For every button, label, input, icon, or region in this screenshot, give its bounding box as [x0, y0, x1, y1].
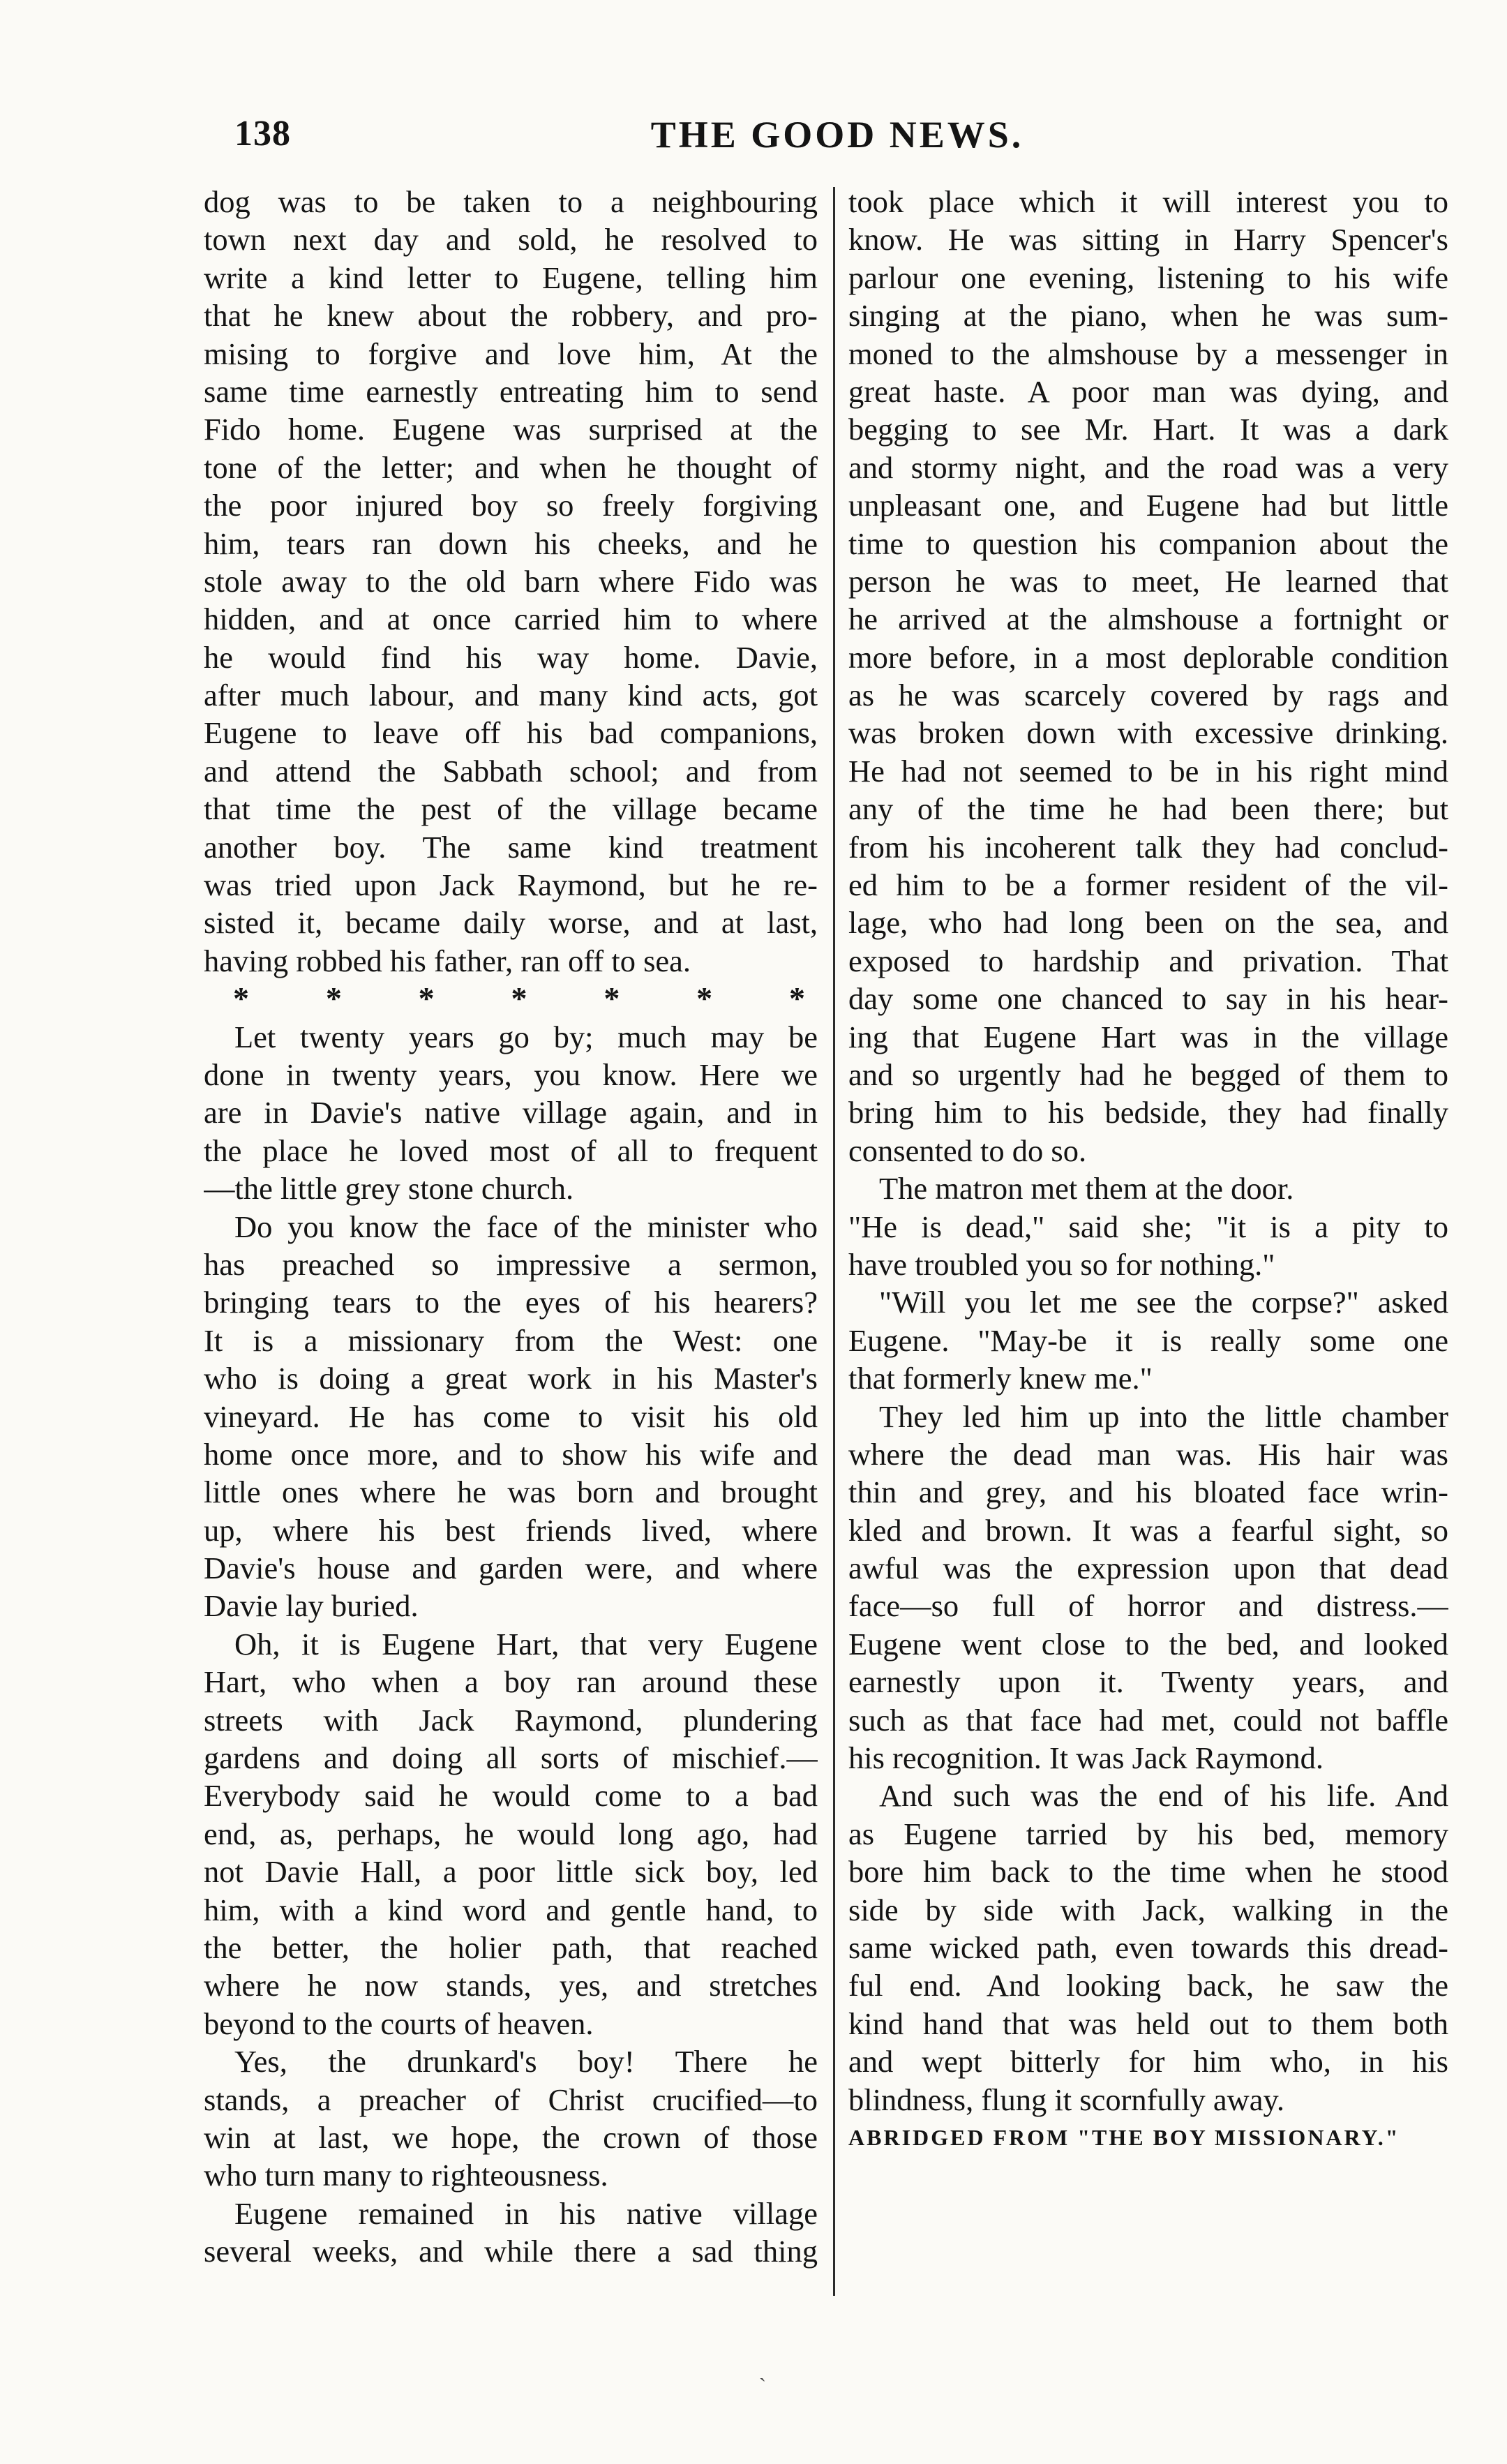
- text-line: consented to do so.: [848, 1133, 1087, 1168]
- text-line: blindness, flung it scornfully away.: [848, 2082, 1284, 2117]
- text-line: awful was the expression upon that dead: [848, 1551, 1448, 1586]
- text-line: who turn many to righteousness.: [204, 2158, 608, 2193]
- text-line: ed him to be a former resident of the vil-: [848, 867, 1448, 903]
- text-line: begging to see Mr. Hart. It was a dark: [848, 412, 1448, 447]
- text-line: that time the pest of the village became: [204, 791, 818, 827]
- text-line: win at last, we hope, the crown of those: [204, 2119, 818, 2155]
- text-line: And such was the end of his life. And: [879, 1778, 1448, 1814]
- text-line: great haste. A poor man was dying, and: [848, 373, 1448, 409]
- text-line: little ones where he was born and brought: [204, 1474, 818, 1510]
- asterisk: *: [325, 980, 342, 1017]
- asterisk: *: [418, 980, 435, 1017]
- text-line: Everybody said he would come to a bad: [204, 1778, 818, 1814]
- text-line: who is doing a great work in his Master's: [204, 1361, 818, 1396]
- text-line: he arrived at the almshouse a fortnight or: [848, 602, 1448, 637]
- asterisk: *: [233, 980, 249, 1017]
- text-line: as Eugene tarried by his bed, memory: [848, 1816, 1448, 1851]
- text-line: streets with Jack Raymond, plundering: [204, 1702, 818, 1738]
- bottom-ornament-mark: ˏ: [759, 2359, 766, 2382]
- text-line: person he was to meet, He learned that: [848, 563, 1448, 599]
- text-line: kind hand that was held out to them both: [848, 2006, 1448, 2041]
- text-line: vineyard. He has come to visit his old: [204, 1398, 818, 1434]
- text-line: another boy. The same kind treatment: [204, 829, 818, 865]
- text-line: bore him back to the time when he stood: [848, 1854, 1448, 1890]
- text-line: was broken down with excessive drinking.: [848, 715, 1448, 751]
- text-line: It is a missionary from the West: one: [204, 1322, 818, 1358]
- text-line: Davie lay buried.: [204, 1588, 419, 1624]
- text-line: that he knew about the robbery, and pro-: [204, 298, 818, 334]
- text-line: stole away to the old barn where Fido was: [204, 563, 818, 599]
- text-line: —the little grey stone church.: [204, 1171, 574, 1207]
- asterisk: *: [696, 980, 713, 1017]
- text-line: "Will you let me see the corpse?" asked: [879, 1285, 1448, 1320]
- running-title: THE GOOD NEWS.: [650, 114, 1024, 156]
- text-line: thin and grey, and his bloated face wrin-: [848, 1474, 1448, 1510]
- text-line: write a kind letter to Eugene, telling him: [204, 260, 818, 295]
- text-line: They led him up into the little chamber: [879, 1398, 1448, 1434]
- text-line: side by side with Jack, walking in the: [848, 1892, 1448, 1927]
- text-line: the place he loved most of all to frequent: [204, 1133, 818, 1168]
- text-line: him, tears ran down his cheeks, and he: [204, 525, 818, 561]
- text-line: has preached so impressive a sermon,: [204, 1246, 818, 1282]
- text-line: as he was scarcely covered by rags and: [848, 678, 1448, 713]
- text-line: home once more, and to show his wife and: [204, 1436, 818, 1472]
- text-line: that formerly knew me.": [848, 1361, 1153, 1396]
- text-line: Eugene went close to the bed, and looked: [848, 1626, 1448, 1662]
- text-line: lage, who had long been on the sea, and: [848, 905, 1448, 941]
- text-line: know. He was sitting in Harry Spencer's: [848, 222, 1448, 257]
- text-line: and stormy night, and the road was a very: [848, 449, 1448, 485]
- text-line: singing at the piano, when he was sum-: [848, 298, 1448, 334]
- text-line: same time earnestly entreating him to send: [204, 373, 818, 409]
- text-line: bringing tears to the eyes of his hearers?: [204, 1285, 818, 1320]
- text-line: stands, a preacher of Christ crucified—to: [204, 2082, 818, 2117]
- text-line: the poor injured boy so freely forgiving: [204, 488, 818, 523]
- text-line: sisted it, became daily worse, and at last,: [204, 905, 818, 941]
- text-line: face—so full of horror and distress.—: [848, 1588, 1448, 1624]
- text-line: tone of the letter; and when he thought of: [204, 449, 818, 485]
- text-line: Eugene. "May-be it is really some one: [848, 1322, 1448, 1358]
- text-line: Yes, the drunkard's boy! There he: [234, 2044, 818, 2080]
- text-line: more before, in a most deplorable condition: [848, 639, 1448, 675]
- page-number: 138: [234, 114, 291, 154]
- text-line: and wept bitterly for him who, in his: [848, 2044, 1448, 2080]
- text-line: Davie's house and garden were, and where: [204, 1551, 818, 1586]
- text-line: unpleasant one, and Eugene had but little: [848, 488, 1448, 523]
- left-column: [204, 183, 818, 2297]
- text-line: The matron met them at the door.: [879, 1171, 1294, 1207]
- section-break-asterisks: [204, 980, 818, 1017]
- text-line: the better, the holier path, that reached: [204, 1929, 818, 1965]
- text-line: town next day and sold, he resolved to: [204, 222, 818, 257]
- text-line: after much labour, and many kind acts, got: [204, 678, 818, 713]
- text-line: and so urgently had he begged of them to: [848, 1056, 1448, 1092]
- text-line: took place which it will interest you to: [848, 184, 1448, 219]
- text-line: up, where his best friends lived, where: [204, 1512, 818, 1548]
- text-line: him, with a kind word and gentle hand, to: [204, 1892, 818, 1927]
- text-line: He had not seemed to be in his right mind: [848, 753, 1448, 789]
- text-line: time to question his companion about the: [848, 525, 1448, 561]
- text-line: dog was to be taken to a neighbouring: [204, 184, 818, 219]
- text-line: bring him to his bedside, they had finally: [848, 1095, 1448, 1130]
- text-line: done in twenty years, you know. Here we: [204, 1056, 818, 1092]
- text-line: Hart, who when a boy ran around these: [204, 1664, 818, 1700]
- text-line: Eugene remained in his native village: [234, 2195, 818, 2231]
- text-line: having robbed his father, ran off to sea.: [204, 943, 691, 978]
- text-line: end, as, perhaps, he would long ago, had: [204, 1816, 818, 1851]
- text-line: kled and brown. It was a fearful sight, so: [848, 1512, 1448, 1548]
- source-attribution: ABRIDGED FROM "THE BOY MISSIONARY.": [848, 2124, 1400, 2150]
- text-line: have troubled you so for nothing.": [848, 1246, 1275, 1282]
- text-line: day some one chanced to say in his hear-: [848, 981, 1448, 1017]
- text-line: where the dead man was. His hair was: [848, 1436, 1448, 1472]
- asterisk: *: [788, 980, 805, 1017]
- text-line: several weeks, and while there a sad thing: [204, 2234, 818, 2269]
- text-line: Fido home. Eugene was surprised at the: [204, 412, 818, 447]
- text-line: Oh, it is Eugene Hart, that very Eugene: [234, 1626, 818, 1662]
- text-line: was tried upon Jack Raymond, but he re-: [204, 867, 818, 903]
- text-line: his recognition. It was Jack Raymond.: [848, 1740, 1324, 1776]
- text-line: same wicked path, even towards this dread-: [848, 1929, 1448, 1965]
- text-line: where he now stands, yes, and stretches: [204, 1968, 818, 2003]
- right-column: [848, 183, 1448, 2297]
- text-line: are in Davie's native village again, and in: [204, 1095, 818, 1130]
- page-header: [209, 110, 1465, 173]
- text-line: not Davie Hall, a poor little sick boy, led: [204, 1854, 818, 1890]
- text-line: he would find his way home. Davie,: [204, 639, 818, 675]
- text-line: gardens and doing all sorts of mischief.—: [204, 1740, 818, 1776]
- text-line: such as that face had met, could not baffle: [848, 1702, 1448, 1738]
- column-divider: [833, 187, 835, 2296]
- asterisk: *: [603, 980, 620, 1017]
- text-line: any of the time he had been there; but: [848, 791, 1448, 827]
- asterisk: *: [511, 980, 527, 1017]
- text-line: Do you know the face of the minister who: [234, 1209, 818, 1244]
- text-line: parlour one evening, listening to his wife: [848, 260, 1448, 295]
- text-line: Eugene to leave off his bad companions,: [204, 715, 818, 751]
- text-line: beyond to the courts of heaven.: [204, 2006, 594, 2041]
- text-line: from his incoherent talk they had conclud-: [848, 829, 1448, 865]
- text-line: ful end. And looking back, he saw the: [848, 1968, 1448, 2003]
- text-line: hidden, and at once carried him to where: [204, 602, 818, 637]
- text-line: "He is dead," said she; "it is a pity to: [848, 1209, 1448, 1244]
- text-line: and attend the Sabbath school; and from: [204, 753, 818, 789]
- text-line: Let twenty years go by; much may be: [234, 1019, 818, 1054]
- text-line: mising to forgive and love him, At the: [204, 336, 818, 371]
- text-line: earnestly upon it. Twenty years, and: [848, 1664, 1448, 1700]
- text-line: ing that Eugene Hart was in the village: [848, 1019, 1448, 1054]
- text-line: moned to the almshouse by a messenger in: [848, 336, 1448, 371]
- text-line: exposed to hardship and privation. That: [848, 943, 1448, 978]
